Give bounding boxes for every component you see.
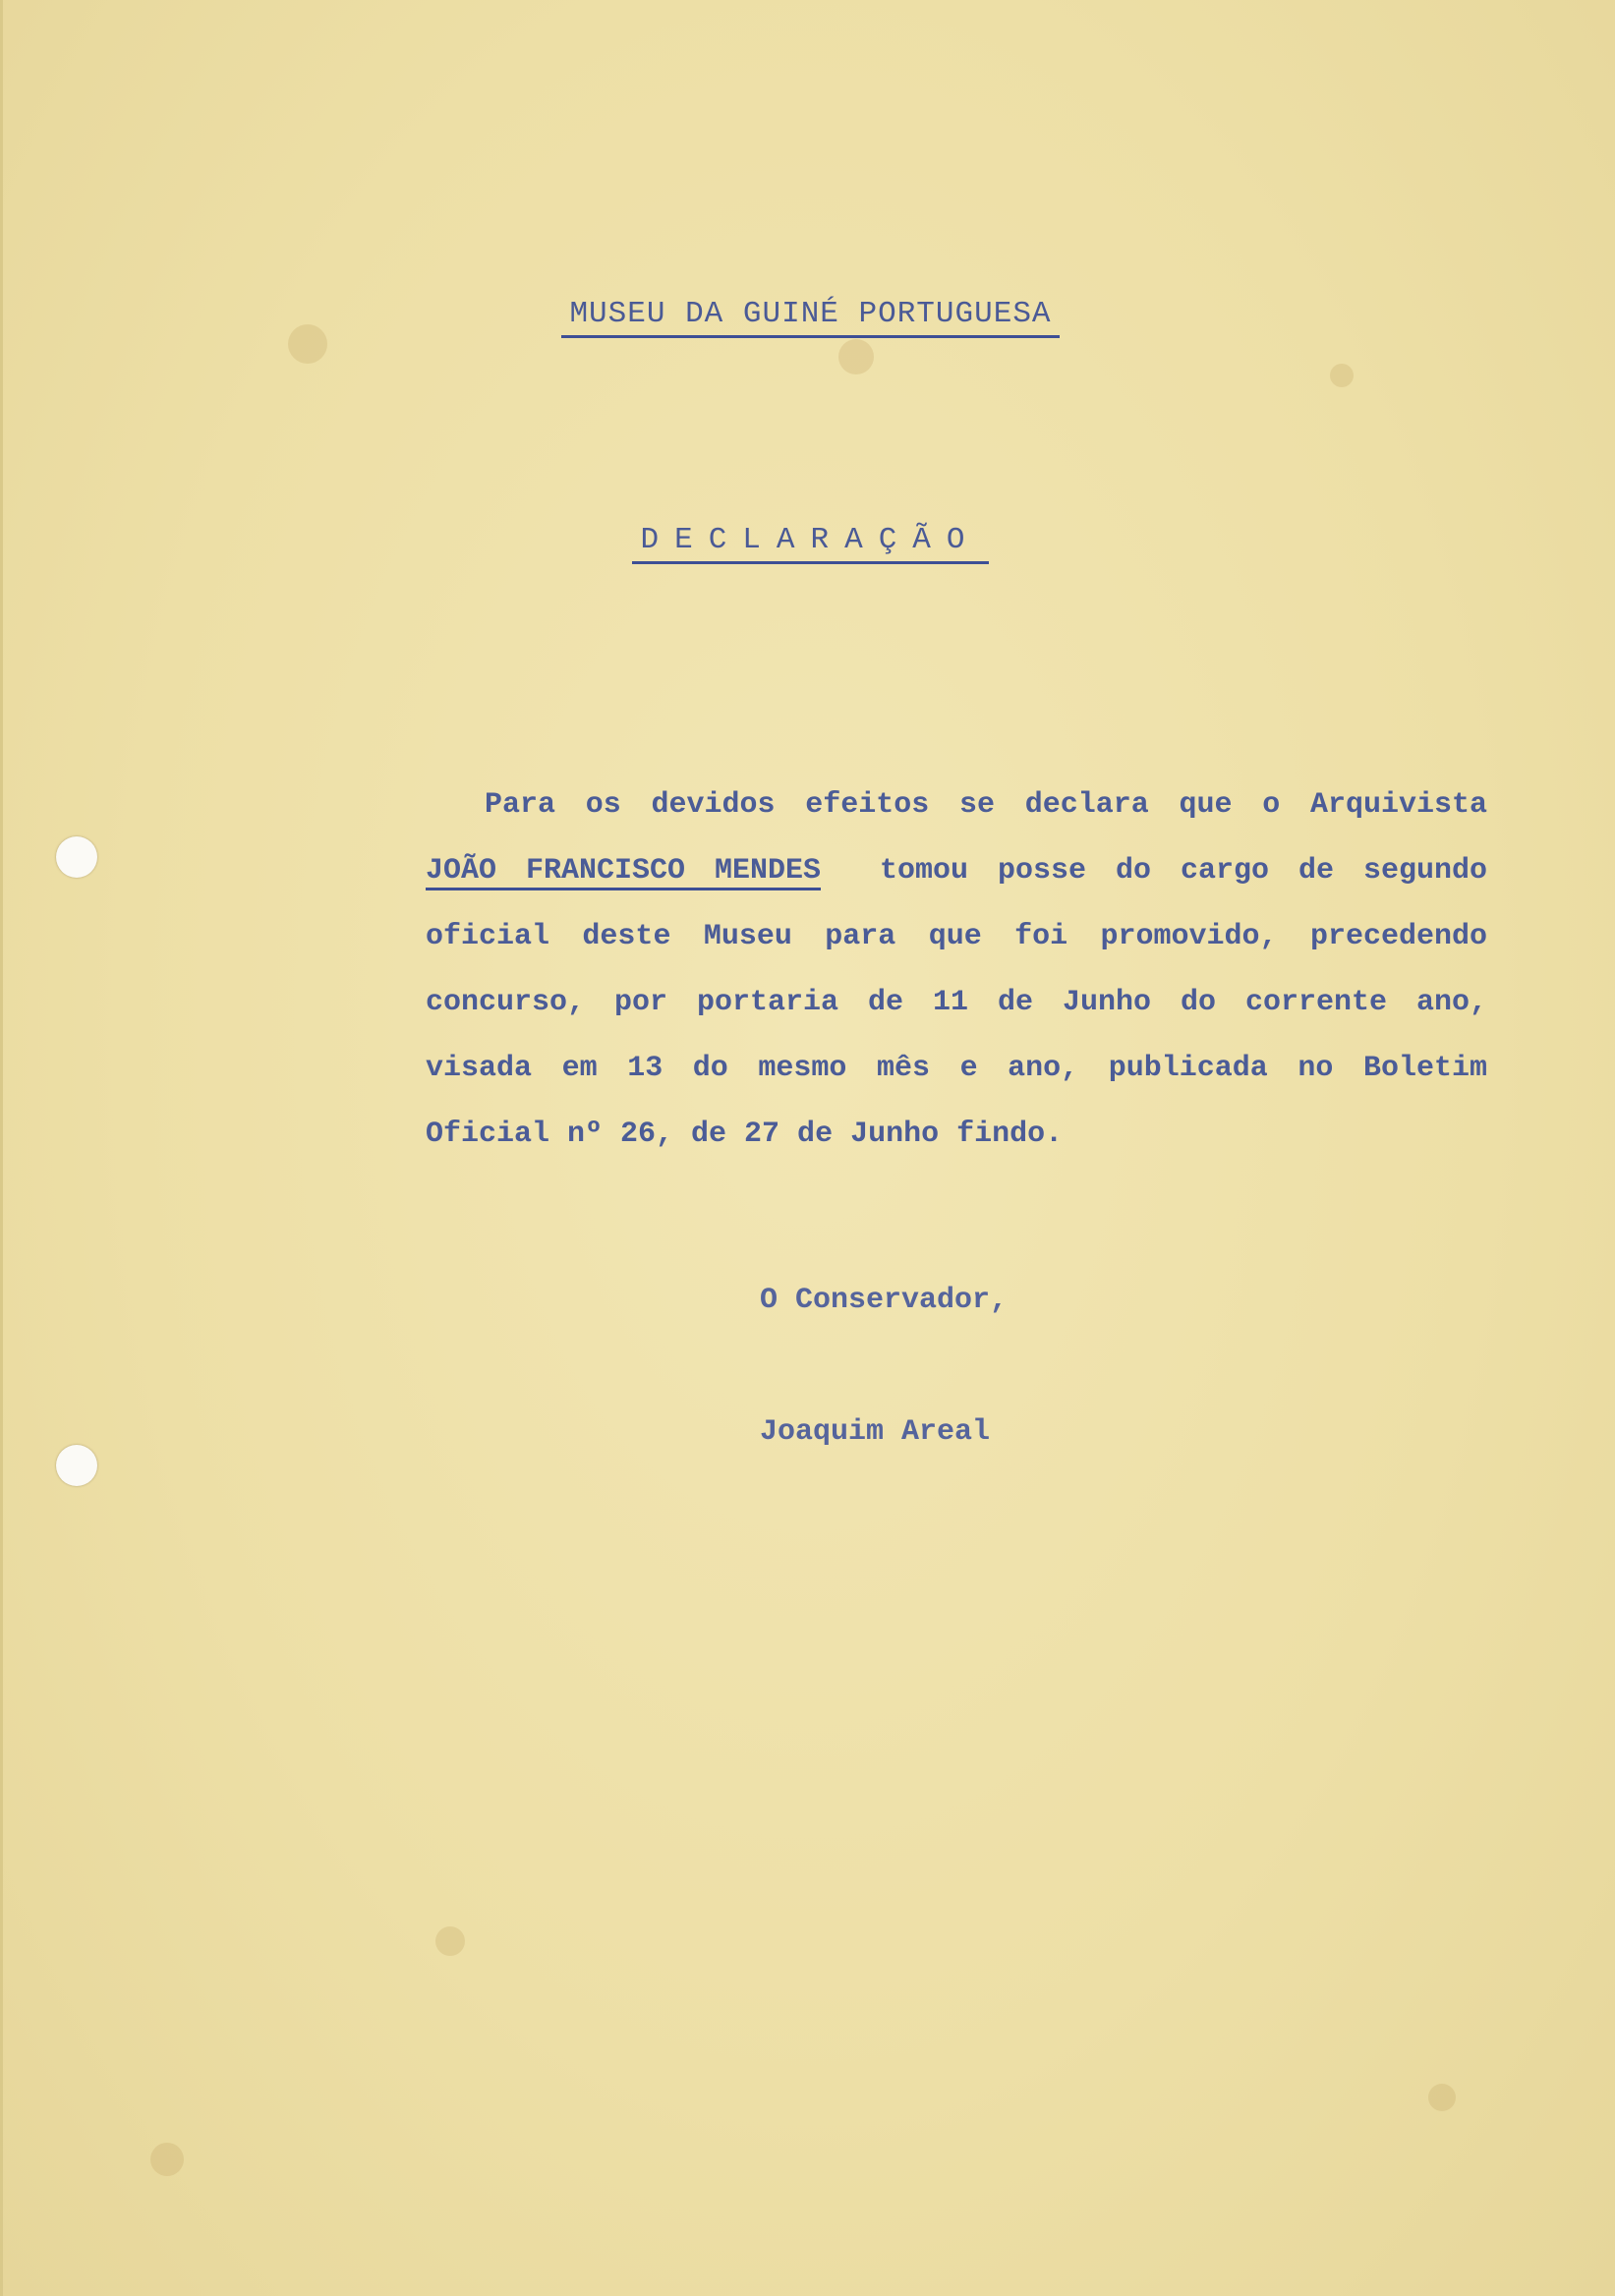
paper-stain [435,1926,465,1956]
closing-title: O Conservador, [760,1284,1009,1317]
punch-hole-bottom [56,1445,97,1486]
signature-name: Joaquim Areal [760,1415,991,1449]
body-line: concurso, por portaria de 11 de Junho do corrente ano, [426,986,1487,1019]
body-line: Oficial nº 26, de 27 de Junho findo. [426,1118,1064,1151]
body-line [426,838,1487,904]
paper-stain [150,2143,184,2176]
body-line-text: tomou posse do cargo de segundo [880,854,1487,888]
document-title: DECLARAÇÃO [3,523,1615,564]
body-line: visada em 13 do mesmo mês e ano, publicada no Boletim [426,1052,1487,1085]
body-line: oficial deste Museu para que foi promovido, precedendo [426,920,1487,953]
employee-name: JOÃO FRANCISCO MENDES [426,854,821,890]
paper-stain [1330,364,1354,387]
paper-stain [838,339,874,374]
body-line: Para os devidos efeitos se declara que o Arquivista [485,788,1487,822]
punch-hole-top [56,836,97,878]
museum-title: MUSEU DA GUINÉ PORTUGUESA [3,297,1615,338]
declaration-body [426,773,1487,1168]
paper-stain [1428,2084,1456,2111]
